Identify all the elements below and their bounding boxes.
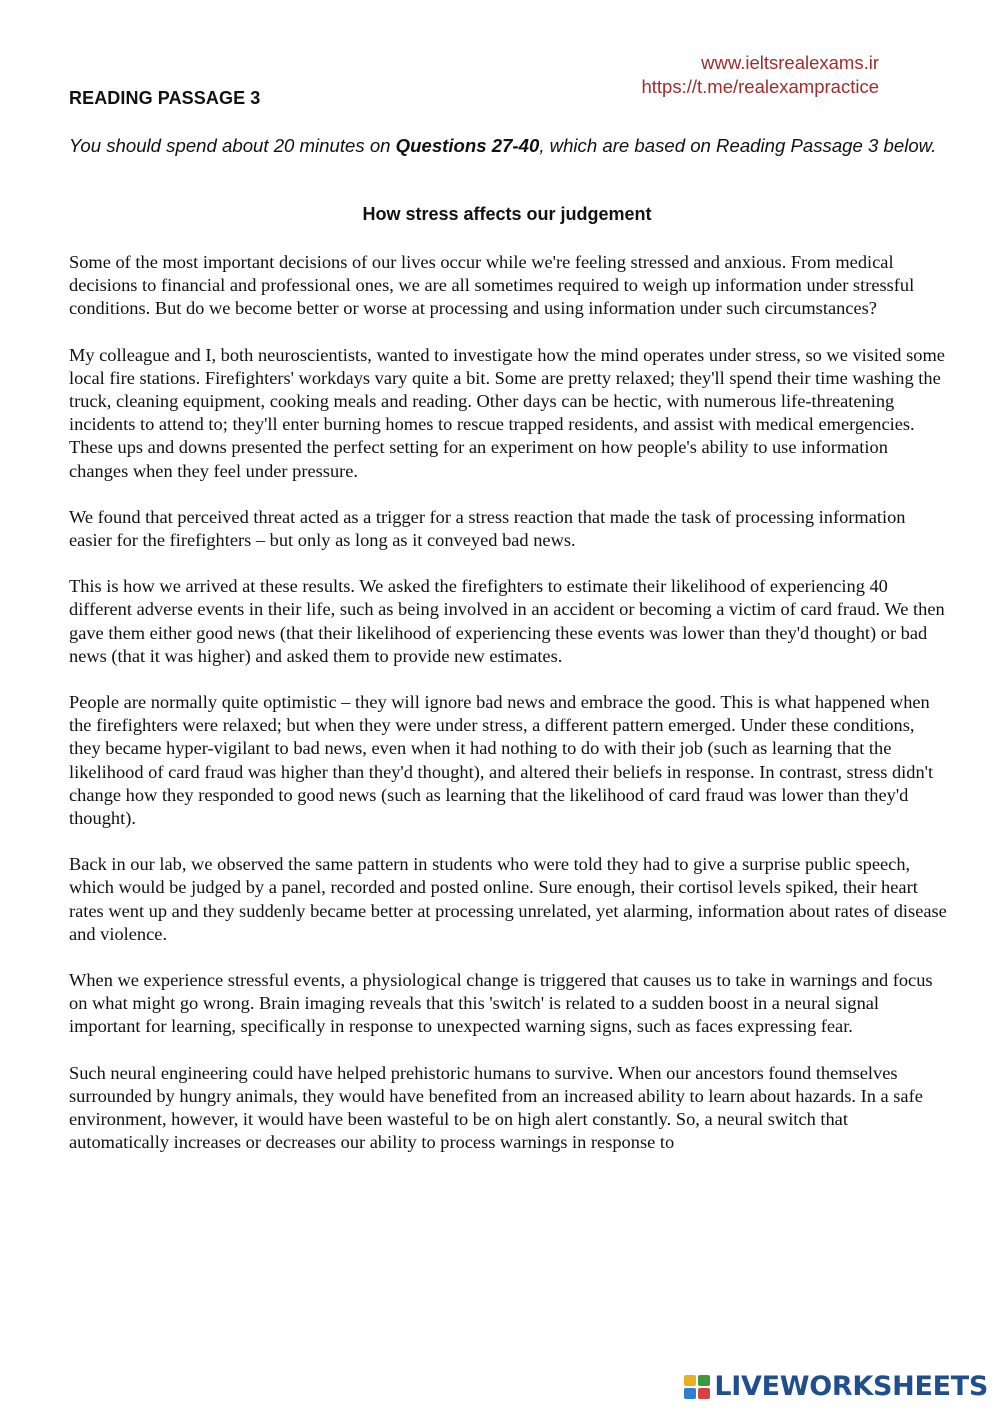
paragraph: My colleague and I, both neuroscientists, wanted to investigate how the mind operates under stress, so we visited some local fire stations. Firefighters' workdays vary quite a bit. Some are pretty relaxed; they'll spend their time washing the truck, cleaning equipment, cooking meals and reading. Other days can be hectic, with numerous life-threatening incidents to attend to; they'll enter burning homes to rescue trapped residents, and assist with medical emergencies. These ups and downs presented the perfect setting for an experiment on how people's ability to use information changes when they feel under pressure.: [69, 344, 945, 481]
passage-label: READING PASSAGE 3: [69, 88, 261, 108]
logo-square: [684, 1388, 696, 1399]
paragraph: Such neural engineering could have helped prehistoric humans to survive. When our ancestors found themselves surrounded by hungry animals, they would have benefited from an increased ability to learn about hazards. In a safe environment, however, it would have been wasteful to be on high alert constantly. So, a neural switch that automatically increases or decreases our ability to process warnings in response to: [69, 1062, 923, 1153]
logo-square: [698, 1388, 710, 1399]
paragraph: This is how we arrived at these results. We asked the firefighters to estimate their likelihood of experiencing 40 different adverse events in their life, such as being involved in an accident or becoming a victim of card fraud. We then gave them either good news (that their likelihood of experiencing these events was lower than they'd thought) or bad news (that it was higher) and asked them to provide new estimates.: [69, 576, 945, 666]
instructions: [69, 134, 949, 157]
brand-name: LIVEWORKSHEETS: [714, 1371, 988, 1402]
paragraph: Some of the most important decisions of our lives occur while we're feeling stressed and anxious. From medical decisions to financial and professional ones, we are all sometimes required to weigh up information under stressful conditions. But do we become better or worse at processing and using information under such circumstances?: [69, 252, 915, 319]
instructions-text-before: You should spend about 20 minutes on: [69, 135, 396, 156]
watermark-telegram-link[interactable]: https://t.me/realexampractice: [641, 76, 879, 97]
instructions-questions-range: Questions 27-40: [395, 135, 540, 156]
article-title: How stress affects our judgement: [362, 204, 652, 224]
paragraph: People are normally quite optimistic – they will ignore bad news and embrace the good. This is what happened when the firefighters were relaxed; but when they were under stress, a different pattern emerged. Under these conditions, they became hyper-vigilant to bad news, even when it had nothing to do with their job (such as learning that the likelihood of card fraud was higher than they'd thought), and altered their beliefs in response. In contrast, stress didn't change how they responded to good news (such as learning that the likelihood of card fraud was lower than they'd thought).: [69, 692, 934, 829]
liveworksheets-logo-icon: [684, 1375, 710, 1399]
paragraph: Back in our lab, we observed the same pattern in students who were told they had to give a surprise public speech, which would be judged by a panel, recorded and posted online. Sure enough, their cortisol levels spiked, their heart rates went up and they suddenly became better at processing unrelated, yet alarming, information about rates of disease and violence.: [69, 854, 947, 944]
passage-body: [69, 251, 949, 1178]
watermark: [641, 51, 879, 99]
instructions-text-after: , which are based on Reading Passage 3 below.: [539, 135, 937, 156]
logo-square: [684, 1375, 696, 1386]
watermark-site-link[interactable]: www.ieltsrealexams.ir: [701, 52, 879, 73]
logo-square: [698, 1375, 710, 1386]
paragraph: When we experience stressful events, a physiological change is triggered that causes us to take in warnings and focus on what might go wrong. Brain imaging reveals that this 'switch' is related to a sudden boost in a neural signal important for learning, specifically in response to unexpected warning signs, such as faces expressing fear.: [69, 970, 933, 1037]
paragraph: We found that perceived threat acted as a trigger for a stress reaction that made the task of processing information easier for the firefighters – but only as long as it conveyed bad news.: [69, 506, 906, 551]
liveworksheets-brand[interactable]: [684, 1371, 988, 1402]
